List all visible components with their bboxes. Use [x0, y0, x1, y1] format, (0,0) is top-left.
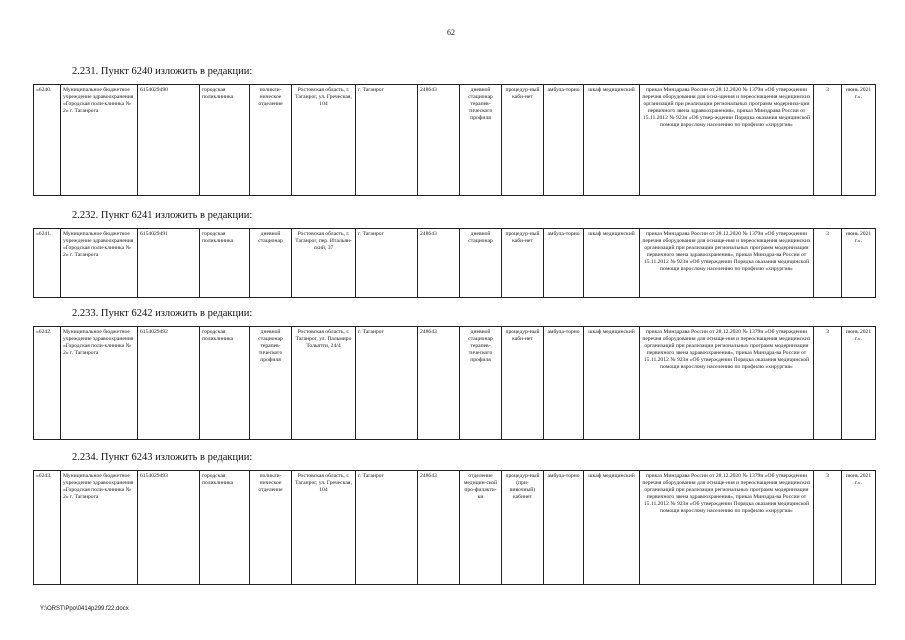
cell-type: городская поликлиника [200, 327, 250, 440]
cell-quantity: 3 [814, 327, 842, 440]
cell-address: Ростовская область, г. Таганрог, ул. Греческая, 104 [292, 85, 356, 196]
cell-unit: дневной стационар терапев-тического профиля [460, 85, 502, 196]
cell-city: г. Таганрог [356, 229, 418, 298]
cell-okato: 248643 [418, 229, 460, 298]
cell-equipment: шкаф медицинский [584, 85, 640, 196]
cell-organization: Муниципальное бюджетное учреждение здравоохранения «Городская поли-клиника № 2» г. Таганрога [61, 471, 138, 585]
cell-care: амбула-торно [544, 229, 584, 298]
cell-department: дневной стационар [250, 229, 292, 298]
cell-okato: 248643 [418, 85, 460, 196]
cell-care: амбула-торно [544, 471, 584, 585]
cell-room: процедур-ный каби-нет [502, 85, 544, 196]
cell-room: процедур-ный каби-нет [502, 229, 544, 298]
cell-unit: дневной стационар терапев-тического профиля [460, 327, 502, 440]
cell-date: июнь 2021 г.». [842, 229, 876, 298]
cell-quantity: 3 [814, 229, 842, 298]
cell-basis: приказ Минздрава России от 28.12.2020 № 1379н «Об утверждении перечня оборудования для оснаще-ния и переоснащения медицинских организаций при реализации региональных программ модернизации первичного звена здравоохранения», приказ Минздра-ва России от 15.11.2012 № 923н «Об утверждении Порядка оказания медицинской помощи взрослому населению по профилю «хирургия» [640, 229, 814, 298]
cell-code: 6154029493 [138, 471, 200, 585]
cell-organization: Муниципальное бюджетное учреждение здравоохранения «Городская поли-клиника № 2» г. Таганрога [61, 229, 138, 298]
cell-city: г. Таганрог [356, 471, 418, 585]
page-number: 62 [447, 28, 455, 37]
cell-type: городская поликлиника [200, 229, 250, 298]
cell-address: Ростовская область, г. Таганрог, пер. Итальян-ский, 37 [292, 229, 356, 298]
cell-equipment: шкаф медицинский [584, 327, 640, 440]
cell-date: июнь 2021 г.». [842, 471, 876, 585]
file-path-footer: Y:\ORST\Ppo\0414p299.f22.docx [40, 606, 129, 612]
cell-care: амбула-торно [544, 85, 584, 196]
cell-unit: дневной стационар [460, 229, 502, 298]
cell-room: процедур-ный (при-вивочный) кабинет [502, 471, 544, 585]
cell-quantity: 3 [814, 471, 842, 585]
cell-basis: приказ Минздрава России от 28.12.2020 № 1379н «Об утверждении перечня оборудования для оснаще-ния и переоснащения медицинских организаций при реализации региональных программ модернизации первичного звена здравоохранения», приказ Минздра-ва России от 15.11.2012 № 923н «Об утверждении Порядка оказания медицинской помощи взрослому населению по профилю «хирургия» [640, 327, 814, 440]
cell-equipment: шкаф медицинский [584, 471, 640, 585]
section-heading: 2.233. Пункт 6242 изложить в редакции: [72, 308, 253, 319]
section-heading: 2.231. Пункт 6240 изложить в редакции: [72, 66, 253, 77]
cell-number: «6243. [34, 471, 61, 585]
cell-number: «6242. [34, 327, 61, 440]
cell-address: Ростовская область, г. Таганрог, ул. Греческая, 104 [292, 471, 356, 585]
cell-okato: 248643 [418, 327, 460, 440]
table-row [33, 228, 876, 298]
cell-equipment: шкаф медицинский [584, 229, 640, 298]
cell-quantity: 3 [814, 85, 842, 196]
cell-department: поликли-ническое отделение [250, 471, 292, 585]
cell-organization: Муниципальное бюджетное учреждение здравоохранения «Городская поли-клиника № 2» г. Таганрога [61, 85, 138, 196]
cell-date: июнь 2021 г.». [842, 327, 876, 440]
section-heading: 2.232. Пункт 6241 изложить в редакции: [72, 210, 253, 221]
cell-room: процедур-ный каби-нет [502, 327, 544, 440]
cell-type: городская поликлиника [200, 85, 250, 196]
cell-basis: приказ Минздрава России от 28.12.2020 № 1379н «Об утверждении перечня оборудования для осна-щения и переоснащения медицинских организаций при реализации региональных программ модерниза-ции первичного звена здравоохранения», приказ Минздрава России от 15.11.2012 № 923н «Об утвер-ждении Порядка оказания медицинской помощи взрослому населению по профилю «хирургия» [640, 85, 814, 196]
cell-care: амбула-торно [544, 327, 584, 440]
cell-date: июнь 2021 г.». [842, 85, 876, 196]
cell-code: 6154029490 [138, 85, 200, 196]
cell-basis: приказ Минздрава России от 28.12.2020 № 1379н «Об утверждении перечня оборудования для оснаще-ния и переоснащения медицинских организаций при реализации региональных программ модернизации первичного звена здравоохранения», приказ Минздра-ва России от 15.11.2012 № 923н «Об утверждении Порядка оказания медицинской помощи взрослому населению по профилю «хирургия» [640, 471, 814, 585]
cell-unit: отделение медицин-ской про-филакти-ки [460, 471, 502, 585]
cell-number: «6241. [34, 229, 61, 298]
cell-address: Ростовская область, г. Таганрог, ул. Пальмиро Тольятти, 24/4 [292, 327, 356, 440]
cell-department: дневной стационар терапев-тического профиля [250, 327, 292, 440]
cell-organization: Муниципальное бюджетное учреждение здравоохранения «Городская поли-клиника № 2» г. Таганрога [61, 327, 138, 440]
section-heading: 2.234. Пункт 6243 изложить в редакции: [72, 452, 253, 463]
cell-city: г. Таганрог [356, 85, 418, 196]
cell-type: городская поликлиника [200, 471, 250, 585]
cell-city: г. Таганрог [356, 327, 418, 440]
cell-okato: 248643 [418, 471, 460, 585]
table-row [33, 84, 876, 196]
cell-department: поликли-ническое отделение [250, 85, 292, 196]
table-row [33, 470, 876, 585]
cell-code: 6154029491 [138, 229, 200, 298]
cell-code: 6154029492 [138, 327, 200, 440]
cell-number: «6240. [34, 85, 61, 196]
table-row [33, 326, 876, 440]
